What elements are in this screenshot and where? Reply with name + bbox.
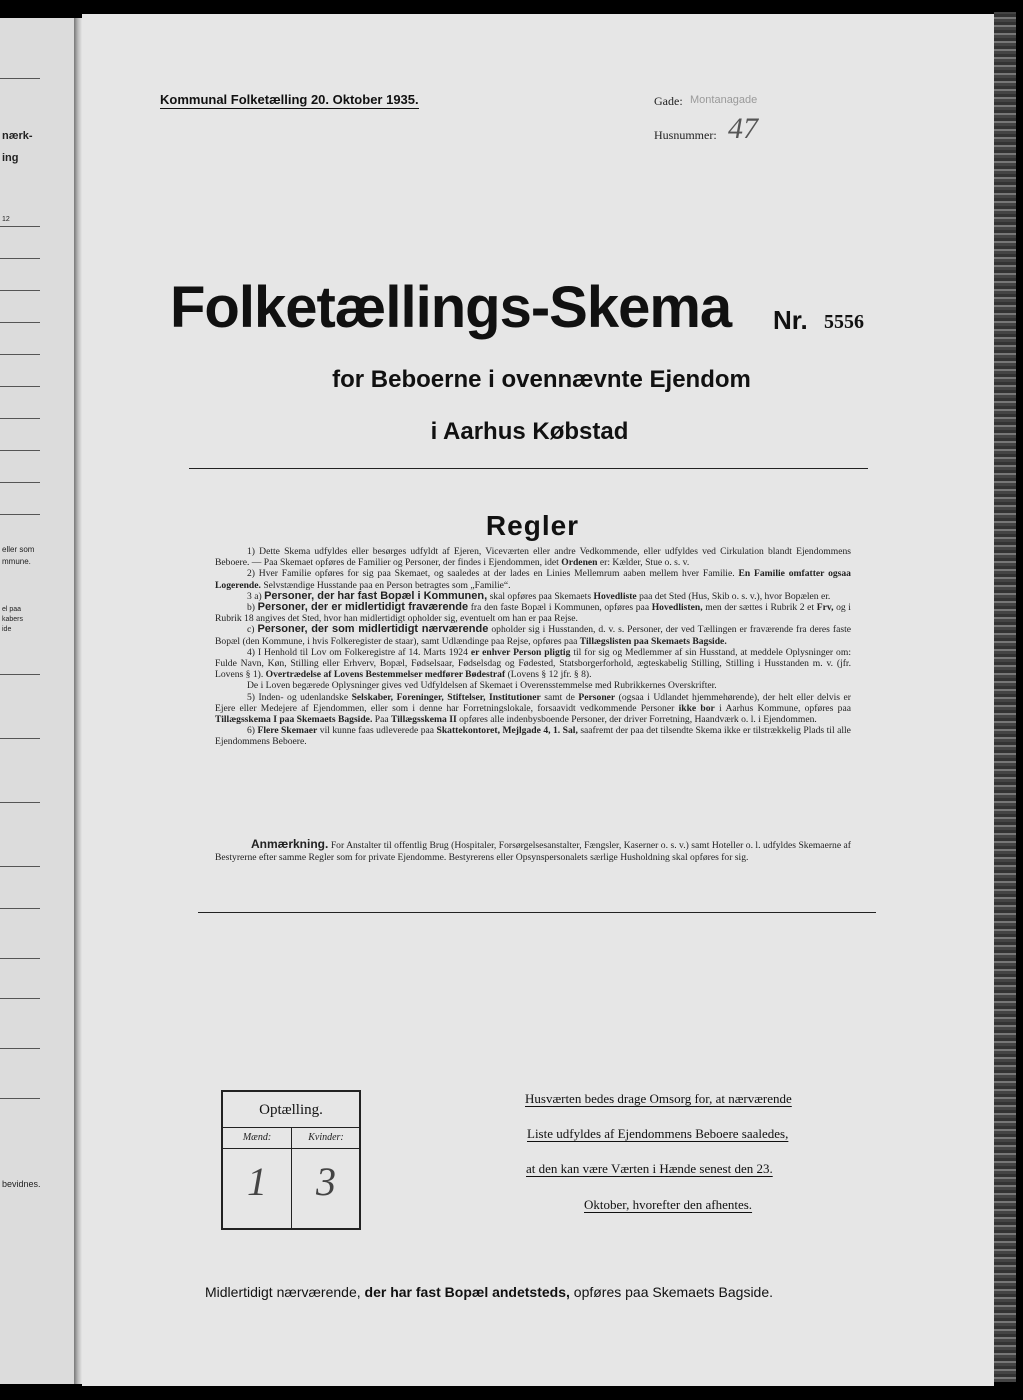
rules-heading: Regler	[485, 510, 580, 541]
form-subtitle-city: i Aarhus Købstad	[430, 418, 629, 445]
left-rule	[0, 258, 40, 259]
census-date-line: Kommunal Folketælling 20. Oktober 1935.	[160, 92, 419, 107]
left-fragment: el paa	[2, 606, 22, 613]
count-box	[221, 1090, 361, 1230]
divider	[198, 912, 876, 913]
women-count: 3	[316, 1159, 336, 1204]
count-title: Optælling.	[223, 1092, 359, 1128]
street-label: Gade:	[654, 94, 683, 108]
women-label: Kvinder:	[308, 1132, 344, 1143]
landlord-notice-line: Liste udfyldes af Ejendommens Beboere saaledes,	[527, 1126, 789, 1141]
left-rule	[0, 226, 40, 227]
left-rule	[0, 866, 40, 867]
remark-label: Anmærkning.	[251, 837, 329, 851]
landlord-notice-line: at den kan være Værten i Hænde senest den 23.	[526, 1161, 773, 1176]
left-rule	[0, 998, 40, 999]
footer-note	[205, 1284, 773, 1300]
house-number-label: Husnummer:	[654, 128, 717, 142]
rule-3a: 3 a) Personer, der har fast Bopæl i Kommunen, skal opføres paa Skemaets Hovedliste paa det Sted (Hus, Skib o. s. v.), hvor Bopælen er.	[247, 589, 831, 602]
count-subhead-rule	[223, 1148, 359, 1149]
left-rule	[0, 290, 40, 291]
landlord-notice-line: Oktober, hvorefter den afhentes.	[584, 1197, 753, 1212]
men-count: 1	[247, 1159, 267, 1204]
left-fragment: ide	[2, 626, 12, 633]
rule-1: 1) Dette Skema udfyldes eller besørges udfyldt af Ejeren, Viceværten eller andre Vedkommende, eller udfyldes ved Cirkulation blandt Ejendommens Beboere. — Paa Skemaet opføres de Familier og Personer, der findes i Ejendommen, idet Ordenen er: Kælder, Stue o. s. v.	[215, 546, 851, 569]
left-rule	[0, 802, 40, 803]
form-subtitle: for Beboerne i ovennævnte Ejendom	[332, 366, 751, 393]
left-rule	[0, 738, 40, 739]
remark-body: For Anstalter til offentlig Brug (Hospitaler, Forsørgelsesanstalter, Fængsler, Kaserner o. s. v.) samt Hoteller o. l. udfyldes Skemaerne af Bestyrerne efter samme Regler som for private Ejendomme. Bestyrerens eller Opsynspersonalets særlige Husholdning skal opføres for sig.	[215, 840, 851, 863]
rule-6: 6) Flere Skemaer vil kunne faas udleverede paa Skattekontoret, Mejlgade 4, 1. Sal, saafremt der paa det tilsendte Skema ikke er tilstrækkelig Plads til alle Ejendommens Beboere.	[215, 725, 851, 748]
footer-bold: der har fast Bopæl andetsteds,	[364, 1284, 570, 1300]
landlord-notice-line: Husværten bedes drage Omsorg for, at nærværende	[525, 1091, 792, 1106]
form-number-value: 5556	[824, 311, 864, 333]
left-rule	[0, 1048, 40, 1049]
left-fragment: mmune.	[2, 557, 31, 566]
book-gutter	[74, 18, 82, 1384]
left-fragment: ing	[2, 152, 19, 164]
rule-2: 2) Hver Familie opføres for sig paa Skemaet, og saaledes at der lades en Linies Mellemrum aaben mellem hver Familie. En Familie omfatter ogsaa Logerende. Selvstændige Husstande paa en Person betragtes som „Familie“.	[215, 568, 851, 591]
left-rule	[0, 450, 40, 451]
left-rule	[0, 322, 40, 323]
rules-text	[215, 546, 851, 748]
left-fragment: kabers	[2, 616, 24, 623]
left-page-strip	[0, 18, 80, 1384]
left-fragment: nærk-	[2, 130, 33, 142]
rule-3b: b) Personer, der er midlertidigt fraværende fra den faste Bopæl i Kommunen, opføres paa Hovedlisten, men der sættes i Rubrik 2 et Frv, og i Rubrik 18 angives det Sted, hvor han midlertidigt opholder sig, eventuelt om han er paa Rejse.	[215, 601, 851, 625]
footer-pre: Midlertidigt nærværende,	[205, 1284, 361, 1300]
street-value: Montanagade	[690, 94, 758, 106]
form-number-label: Nr.	[773, 305, 808, 335]
house-number-value: 47	[728, 112, 758, 145]
rule-5: 5) Inden- og udenlandske Selskaber, Foreninger, Stiftelser, Institutioner samt de Personer (ogsaa i Udlandet hjemmehørende), der helt eller delvis er Ejere eller Medejere af Ejendommen, eller som i denne har Forretningslokale, forsaavidt vedkommende Personer ikke bor i Aarhus Kommune, opføres paa Tillægsskema I paa Skemaets Bagside. Paa Tillægsskema II opføres alle indenbysboende Personer, der driver Forretning, Haandværk o. l. i Ejendommen.	[215, 691, 851, 726]
left-rule	[0, 482, 40, 483]
page-edge	[994, 12, 1016, 1382]
left-fragment: bevidnes.	[2, 1179, 41, 1189]
left-rule	[0, 354, 40, 355]
left-rule	[0, 674, 40, 675]
rule-3c: c) Personer, der som midlertidigt nærværende opholder sig i Husstanden, d. v. s. Personer, der ved Tællingen er fraværende fra deres faste Bopæl (den Kommune, i hvis Folkeregister de staar), samt Udlændinge paa Rejse, opføres paa Tillægslisten paa Skemaets Bagside.	[215, 623, 851, 647]
form-title: Folketællings-Skema	[170, 275, 732, 340]
remark-text	[215, 838, 851, 864]
left-rule	[0, 908, 40, 909]
left-rule	[0, 1098, 40, 1099]
divider	[189, 468, 868, 469]
footer-post: opføres paa Skemaets Bagside.	[573, 1284, 774, 1300]
left-rule	[0, 958, 40, 959]
left-rule	[0, 78, 40, 79]
rule-4b: De i Loven begærede Oplysninger gives ved Udfyldelsen af Skemaet i Overensstemmelse med Rubrikkernes Overskrifter.	[247, 680, 717, 692]
rule-4: 4) I Henhold til Lov om Folkeregistre af 14. Marts 1924 er enhver Person pligtig til for sig og Medlemmer af sin Husstand, at meddele Oplysninger om: Fulde Navn, Køn, Stilling eller Erhverv, Bopæl, Fødselsaar, Fødselsdag og Fødested, Statsborgerforhold, ægteskabelig Stilling, Stilling i Husstanden m. v. (jfr. Lovens § 1). Overtrædelse af Lovens Bestemmelser medfører Bødestraf (Lovens § 12 jfr. § 8).	[215, 646, 851, 681]
left-fragment: eller som	[2, 545, 35, 554]
left-fragment: 12	[2, 216, 10, 223]
men-label: Mænd:	[242, 1132, 272, 1143]
